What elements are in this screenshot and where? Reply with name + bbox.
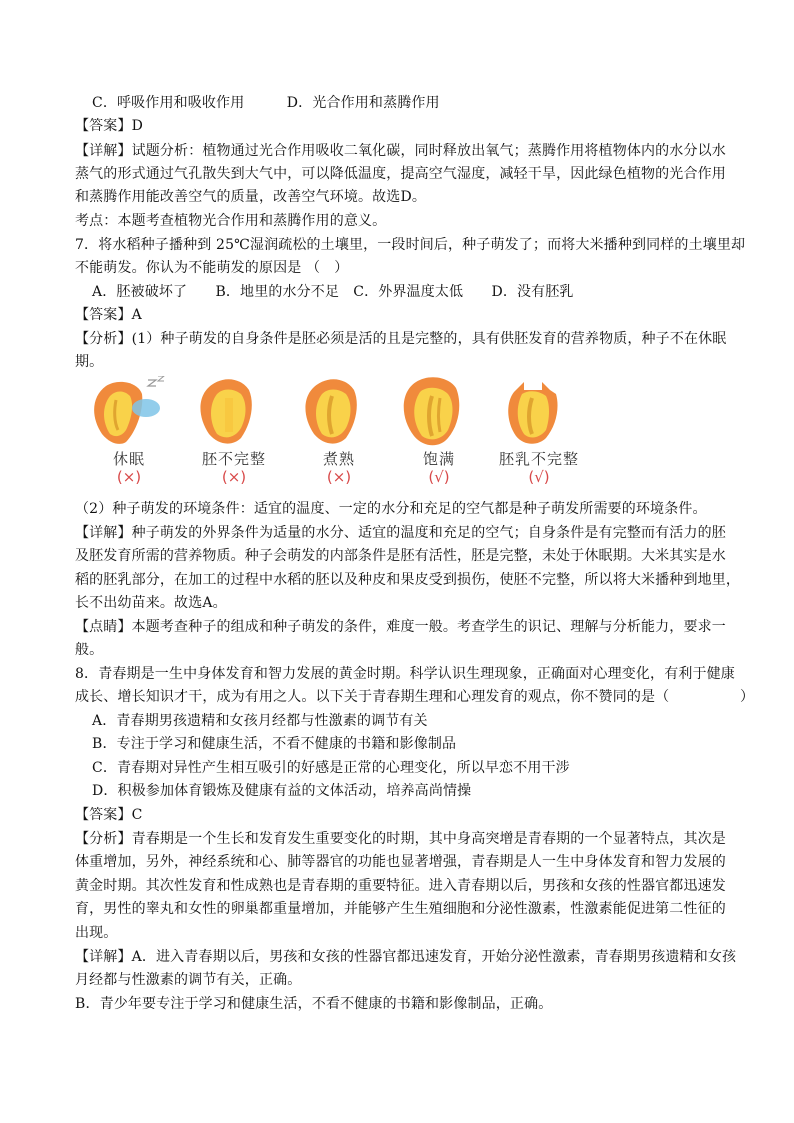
comment-line: 般。 — [75, 642, 104, 658]
explanation-line: B．青少年要专注于学习和健康生活，不看不健康的书籍和影像制品，正确。 — [75, 996, 553, 1012]
explanation-line: 稻的胚乳部分，在加工的过程中水稻的胚以及种皮和果皮受到损伤，使胚不完整，所以将大米播种到地里， — [75, 572, 741, 588]
seed-label: 胚不完整 — [201, 450, 266, 468]
analysis-line: （2）种子萌发的环境条件：适宜的温度、一定的水分和充足的空气都是种子萌发所需要的环境条件。 — [75, 501, 707, 517]
seed-label: 胚乳不完整 — [498, 450, 579, 468]
option-line: A．青春期男孩遗精和女孩月经都与性激素的调节有关 — [92, 713, 428, 729]
seed-label: 休眠 — [112, 450, 145, 468]
explanation-line: 【详解】试题分析：植物通过光合作用吸收二氧化碳，同时释放出氧气；蒸腾作用将植物体内的水分以水 — [75, 143, 726, 159]
explanation-line: 蒸气的形式通过气孔散失到大气中，可以降低温度，提高空气湿度，减轻干旱，因此绿色植物的光合作用 — [75, 166, 726, 182]
analysis-line: 出现。 — [75, 925, 118, 941]
question-line: 不能萌发。你认为不能萌发的原因是 （ ） — [75, 260, 349, 276]
explanation-line: 和蒸腾作用能改善空气的质量，改善空气环境。故选D。 — [75, 189, 426, 205]
seed-label: 饱满 — [422, 450, 455, 468]
question-line: 成长、增长知识才干，成为有用之人。以下关于青春期生理和心理发育的观点，你不赞同的是（ ） — [75, 689, 755, 705]
option-line: C．青春期对异性产生相互吸引的好感是正常的心理变化，所以早恋不用干涉 — [92, 760, 570, 776]
seed-plump — [394, 376, 484, 496]
analysis-line: 黄金时期。其次性发育和性成熟也是青春期的重要特征。进入青春期以后，男孩和女孩的性器官都迅速发 — [75, 878, 726, 894]
comment-line: 【点睛】本题考查种子的组成和种子萌发的条件，难度一般。考查学生的识记、理解与分析能力，要求一 — [75, 619, 726, 635]
seed-dormant-illustration — [84, 376, 174, 448]
seed-embryo-incomplete — [189, 376, 279, 496]
seed-germination-figure — [84, 376, 604, 496]
question-line: 7．将水稻种子播种到 25℃湿润疏松的土壤里，一段时间后，种子萌发了；而将大米播种到同样的土壤里却 — [75, 237, 746, 253]
option-line: A．胚被破坏了 B．地里的水分不足 C．外界温度太低 D．没有胚乳 — [92, 284, 574, 300]
option-line: D．积极参加体育锻炼及健康有益的文体活动，培养高尚情操 — [92, 783, 472, 799]
seed-mark: (√) — [428, 468, 450, 486]
question-line: 8．青春期是一生中身体发育和智力发展的黄金时期。科学认识生理现象，正确面对心理变化，有利于健康 — [75, 666, 735, 682]
answer-line: 【答案】D — [75, 118, 143, 134]
seed-boiled — [294, 376, 384, 496]
option-line: C．呼吸作用和吸收作用 D．光合作用和蒸腾作用 — [92, 95, 440, 111]
answer-line: 【答案】C — [75, 807, 143, 823]
answer-line: 【答案】A — [75, 307, 142, 323]
seed-endosperm-incomplete — [494, 376, 584, 496]
seed-plump-illustration — [394, 376, 484, 448]
analysis-line: 育，男性的睾丸和女性的卵巢都重量增加，并能够产生生殖细胞和分泌性激素，性激素能促进第二性征的 — [75, 901, 726, 917]
seed-mark: (×) — [326, 468, 352, 486]
seed-endosperm-incomplete-illustration — [494, 376, 584, 448]
analysis-line: 体重增加，另外，神经系统和心、肺等器官的功能也显著增强，青春期是人一生中身体发育和智力发展的 — [75, 854, 726, 870]
analysis-line: 【分析】(1）种子萌发的自身条件是胚必须是活的且是完整的，具有供胚发育的营养物质，种子不在休眠 — [75, 331, 727, 347]
seed-mark: (×) — [116, 468, 142, 486]
seed-mark: (√) — [528, 468, 550, 486]
explanation-line: 月经都与性激素的调节有关，正确。 — [75, 972, 302, 988]
analysis-line: 【分析】青春期是一个生长和发育发生重要变化的时期，其中身高突增是青春期的一个显著特点，其次是 — [75, 831, 726, 847]
knowledge-point-line: 考点：本题考查植物光合作用和蒸腾作用的意义。 — [75, 213, 387, 229]
seed-embryo-incomplete-illustration — [189, 376, 279, 448]
seed-mark: (×) — [221, 468, 247, 486]
analysis-line: 期。 — [75, 354, 104, 370]
explanation-line: 长不出幼苗来。故选A。 — [75, 595, 227, 611]
explanation-line: 【详解】A．进入青春期以后，男孩和女孩的性器官都迅速发育，开始分泌性激素，青春期男孩遗精和女孩 — [75, 949, 737, 965]
seed-boiled-illustration — [294, 376, 384, 448]
option-line: B．专注于学习和健康生活，不看不健康的书籍和影像制品 — [92, 736, 457, 752]
explanation-line: 【详解】种子萌发的外界条件为适量的水分、适宜的温度和充足的空气；自身条件是有完整而有活力的胚 — [75, 525, 726, 541]
seed-label: 煮熟 — [322, 450, 355, 468]
seed-dormant — [84, 376, 174, 496]
explanation-line: 及胚发育所需的营养物质。种子会萌发的内部条件是胚有活性，胚是完整，未处于休眠期。大米其实是水 — [75, 548, 726, 564]
